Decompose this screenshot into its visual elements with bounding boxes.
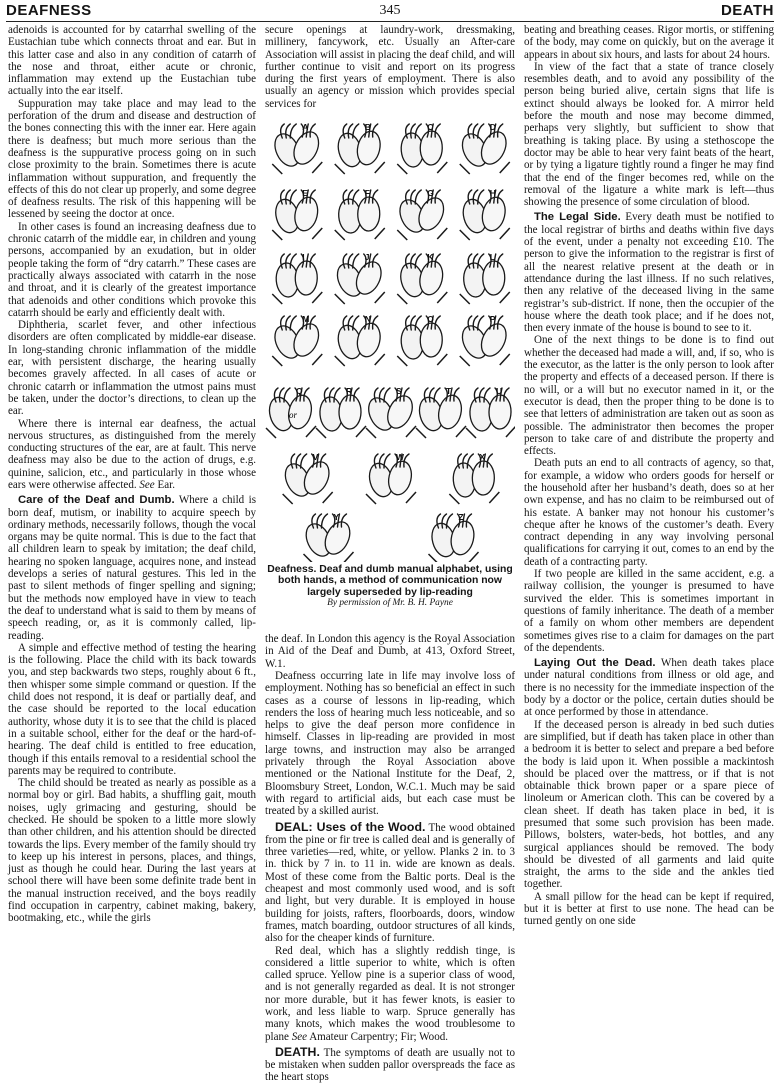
hand-sign-r — [316, 386, 366, 438]
letter-label: G — [427, 188, 434, 199]
hand-sign-u — [466, 386, 515, 438]
paragraph: secure openings at laundry-work, dressmaking, millinery, fancywork, etc. Usually an After-care Association will assist in placing the deaf child, and will further continue to visit and report on its progress during the first years of employment. There is also usually an agency or mission which provides special services for — [265, 24, 515, 110]
section-text: The symptoms of death are usually not to be mistaken when sudden pallor overspreads the face as the heart stops — [265, 1046, 515, 1084]
paragraph: A small pillow for the head can be kept if required, but it is better at first to use none. The head can be turned gently on one side — [524, 890, 774, 928]
column-3 — [524, 24, 774, 928]
hand-signs-illustration — [265, 110, 515, 562]
letter-label: O — [427, 314, 434, 325]
column-1 — [8, 24, 256, 925]
letter-label: B — [364, 122, 371, 133]
hand-sign-y — [301, 512, 354, 562]
letter-label: P — [489, 314, 496, 325]
hand-sign-d — [458, 122, 511, 174]
letter-label: N — [364, 314, 371, 325]
or-label: or — [289, 410, 298, 421]
hand-sign-t — [416, 386, 466, 438]
letter-label: X — [479, 452, 486, 463]
hand-sign-b — [335, 122, 385, 174]
paragraph — [265, 945, 515, 1043]
hand-sign-o — [397, 314, 447, 366]
paragraph: the deaf. In London this agency is the Royal Association in Aid of the Deaf and Dumb, at 413, Oxford Street, W.1. — [265, 633, 515, 670]
hand-sign-i — [272, 252, 322, 304]
letter-label: Q — [296, 386, 303, 397]
paragraph: One of the next things to be done is to find out whether the deceased had made a will, and, if so, who is the executor, as the latter is the only person to look after the property and effects of a deceased person. If there is no will, or a will but no executor named in it, or the executor is dead, then the proper thing to be done is to see that letters of administration are taken out as soon as possible. The administrator then becomes the proper person to take care of and distribute the property and effects. — [524, 334, 774, 458]
column-2 — [265, 24, 515, 1084]
section-heading: The Legal Side. — [534, 211, 621, 224]
cross-reference-link[interactable]: Ear. — [157, 478, 175, 491]
letter-label: W — [396, 452, 405, 463]
paragraph: In view of the fact that a state of trance closely resembles death, and to avoid any possibility of the person being buried alive, certain signs that life is extinct should always be looked for. A mirror held before the mouth and nose may become dimmed, perhaps very slightly, but sufficient to show that breathing is taking place. By using a stethoscope the doctor may be able to hear very faint beats of the heart, or by tying a ligature tightly round a finger he may find that the end of the finger becomes red, while on the removal of the ligature a white mark is left—thus showing the presence of some circulation of blood. — [524, 60, 774, 209]
section-heading: Laying Out the Dead. — [534, 657, 656, 670]
section-text: Where a child is born deaf, mutism, or inability to acquire speech by ordinary methods, necessarily follows, though the vocal organs may be quite normal. This is due to the fact that all children learn to speak by imitation; the deaf child, hearing no spoken language, acquires none, and instead develops a series of natural gestures. This led in the past to silent methods of finger spelling and signing; but the methods now employed have in view to teach the deaf to understand what is said to them by means of speech reading, or, as it is commonly called, lip-reading. — [8, 494, 257, 642]
header-rule — [6, 21, 774, 22]
letter-label: A — [302, 122, 309, 133]
section-text: The wood obtained from the pine or fir tree is called deal and is generally of three varieties—red, white, or yellow. Planks 2 in. to 3 in. thick by 7 in. to 11 in. wide are known as deals. Most of these come from the Baltic ports. Deal is the cheapest and most commonly used wood, and is soft and light, but very durable. It is employed in house building for joists, rafters, floorboards, doors, window frames, match boarding, outdoor structures of all kinds, also for the cheaper kinds of furniture. — [265, 821, 515, 945]
hand-sign-z — [428, 512, 478, 562]
section-heading: Care of the Deaf and Dumb. — [18, 494, 175, 507]
hand-sign-x — [449, 452, 499, 504]
paragraph: Diphtheria, scarlet fever, and other infectious disorders are often complicated by middle-ear disease. In long-standing chronic inflammation of the middle ear, with persistent discharge, the hearing usually becomes gravely affected. In all cases of acute or chronic catarrh or inflammation the utmost pains must be taken, under the doctor’s directions, to clean up the ear. — [8, 319, 256, 418]
hand-sign-w — [366, 452, 416, 504]
cross-reference-link[interactable]: Amateur Carpentry; Fir; Wood. — [309, 1030, 449, 1043]
letter-label: C — [427, 122, 434, 133]
section-care-of-deaf — [8, 494, 256, 642]
hand-sign-m — [270, 314, 323, 366]
letter-label: F — [364, 188, 370, 199]
paragraph — [8, 418, 256, 492]
hand-sign-v — [281, 452, 334, 504]
letter-label: H — [489, 188, 496, 199]
letter-label: D — [489, 122, 496, 133]
section-heading: DEATH. — [275, 1044, 320, 1059]
paragraph: A simple and effective method of testing the hearing is the following. Place the child with its back towards you, and step backwards two steps, roughly about 6 ft., then whisper some simple command or question. If the child does not respond, it is deaf or partially deaf, and the case should be reported to the local education authority, whose duty it is to see that the child is placed in a suitable school, either for the deaf or the hard-of-hearing. The deaf child is entitled to free education, though if this entails removal to a residential school the parents may be required to contribute. — [8, 641, 256, 777]
paragraph: If two people are killed in the same accident, e.g. a railway collision, the younger is presumed to have survived the elder. This is sometimes important in questions of family inheritance. The death of a member of a family on whom other members are dependent sometimes gives rise to a claim for damages on the part of the dependents. — [524, 568, 774, 654]
paragraph: The child should be treated as nearly as possible as a normal boy or girl. Bad habits, a shuffling gait, mouth noises, ugly grimacing and gesturing, should be checked. He should be spoken to a little more slowly than other children, and his attention should be directed towards the lips. Every member of the family should try to keep up his interest in persons, places, and things, just as though he could hear. During the last years at school there will have been some definite trade bent in the manual instruction received, and the boys readily find occupation in carpentry, cabinet making, bakery, bootmaking, etc., while the girls — [8, 777, 256, 925]
hand-sign-e — [272, 188, 322, 240]
hand-sign-j — [333, 252, 386, 304]
section-text: Every death must be notified to the local registrar of births and deaths within five days of the event, under a penalty not exceeding £10. The person to give the information to the registrar is first of all the nearest relative present at the death or in attendance during the last illness. If no such relatives, then any relative of the deceased living in the same registrar’s sub-district. If none, then the occupier of the house where the death took place; and if he does not, then every inmate of the house is bound to see to it. — [524, 211, 774, 335]
header-right: DEATH — [720, 2, 774, 19]
paragraph-text: Where there is internal ear deafness, the actual nervous structures, as distinguished from the merely conducting structures of the ear, are at fault. This nerve deafness may also be due to the action of drugs, e.g. quinine, salicion, etc., and particularly in those whose ears were otherwise affected. — [8, 417, 256, 491]
hand-sign-f — [335, 188, 385, 240]
paragraph: In other cases is found an increasing deafness due to chronic catarrh of the middle ear, in children and young persons, accompanied by an exudation, but in older people taking the form of “dry catarrh.” These cases are practically always associated with catarrh in the nose and throat, and it is clearly of the greatest importance that adenoids and other conditions which provoke this catarrh should be early and efficiently dealt with. — [8, 220, 256, 319]
letter-label: J — [364, 252, 370, 263]
paragraph-text: Red deal, which has a slightly reddish tinge, is considered a little superior to white, which is often called spruce. Yellow pine is a superior class of wood, and is not generally regarded as deal. It is not stronger nor more durable, but it has fewer knots, is easier to work, and less liable to warp. Spruce generally has many knots, which makes the wood troublesome to plane — [265, 944, 515, 1043]
section-laying-out — [524, 657, 774, 718]
letter-label: M — [302, 314, 310, 325]
hand-sign-h — [460, 188, 510, 240]
letter-label: R — [346, 386, 353, 397]
letter-label: Y — [333, 512, 340, 523]
hand-sign-l — [460, 252, 510, 304]
paragraph: beating and breathing ceases. Rigor mortis, or stiffening of the body, may come on quickly, but on the average it appears in about six hours, and lasts for about 24 hours. — [524, 24, 774, 61]
see-label: See — [291, 1030, 308, 1043]
running-header — [6, 2, 774, 22]
paragraph: If the deceased person is already in bed such duties are simplified, but if death has taken place in other than a bedroom it is better to select and prepare a bed before the body is laid upon it. When possible a mackintosh should be placed over the mattress, or if that is not obtainable thick brown paper or a spare piece of linoleum or American cloth. This can be covered by a clean sheet. If death has taken place in bed, it is presumed that some such provision has been made. Pillows, bolsters, water-beds, hot bottles, and any surgical appliances should be removed. The body should be divested of all garments and laid quite straight, the arms to the side and the ankles tied together. — [524, 718, 774, 891]
section-text: When death takes place under natural conditions from illness or old age, and there is no necessity for the immediate inspection of the body by a doctor or the police, certain duties should be at once performed by those in attendance. — [524, 657, 775, 719]
hand-sign-c — [397, 122, 447, 174]
section-heading: DEAL: Uses of the Wood. — [275, 819, 426, 834]
letter-label: U — [496, 386, 503, 397]
hand-sign-k — [397, 252, 447, 304]
letter-label: Z — [458, 512, 464, 523]
hand-sign-n — [335, 314, 385, 366]
paragraph: adenoids is accounted for by catarrhal swelling of the Eustachian tube which connects throat and ear. But in this latter case and also in any condition of catarrh of the nose and throat, either acute or chronic, inflammation may extend up the Eustachian tube actually into the ear itself. — [8, 24, 256, 98]
hand-sign-g — [395, 188, 448, 240]
see-label: See — [139, 478, 155, 491]
header-left: DEAFNESS — [6, 2, 92, 19]
section-legal-side — [524, 211, 774, 334]
paragraph: Deafness occurring late in life may involve loss of employment. Nothing has so beneficial an effect in such cases as a course of lessons in lip-reading, which renders the loss of hearing much less noticeable, and so helps to give the deaf person more confidence in himself. Classes in lip-reading are provided in most large towns, and instruction may also be arranged privately through the Royal Association above mentioned or the National Institute for the Deaf, 2, Bloomsbury Street, London, W.C.1. Much may be said with regard to artificial aids, but each case must be treated by a skilled aurist. — [265, 669, 515, 818]
paragraph: Suppuration may take place and may lead to the perforation of the drum and disease and destruction of the bones connecting this with the inner ear. Here again there is deafness; but much more serious than the deafness is the suppurative process going on in such close proximity to the brain. Sometimes there is acute inflammation without suppuration, and frequently the effects of this do not clear up properly, and some degree of deafness results. The risk of this happening will be lessened by seeing the doctor at once. — [8, 97, 256, 221]
section-deal — [265, 821, 515, 945]
letter-label: L — [489, 252, 495, 263]
letter-label: I — [302, 252, 305, 263]
hand-sign-s — [364, 386, 417, 438]
hand-sign-p — [458, 314, 511, 366]
paragraph: Death puts an end to all contracts of agency, so that, for example, a widow who orders goods for herself or the household after her husband’s death, does so at her own expense, and has no claim to be reimbursed out of his estate. A banker may not honour his customer’s cheque after he knows of the customer’s death. Every contract depending in any way involving personal qualifications for carrying it out, comes to an end by the death of a contracting party. — [524, 457, 774, 568]
letter-label: E — [302, 188, 308, 199]
manual-alphabet-figure — [265, 110, 515, 633]
figure-caption: Deafness. Deaf and dumb manual alphabet, using both hands, a method of communication now largely superseded by lip-reading — [267, 564, 513, 598]
page-number: 345 — [379, 3, 401, 18]
hand-sign-a — [270, 122, 323, 174]
letter-label: S — [396, 386, 402, 397]
figure-credit: By permission of Mr. B. H. Payne — [327, 598, 453, 609]
letter-label: K — [427, 252, 434, 263]
letter-label: V — [312, 452, 319, 463]
letter-label: T — [446, 386, 452, 397]
section-death — [265, 1046, 515, 1084]
